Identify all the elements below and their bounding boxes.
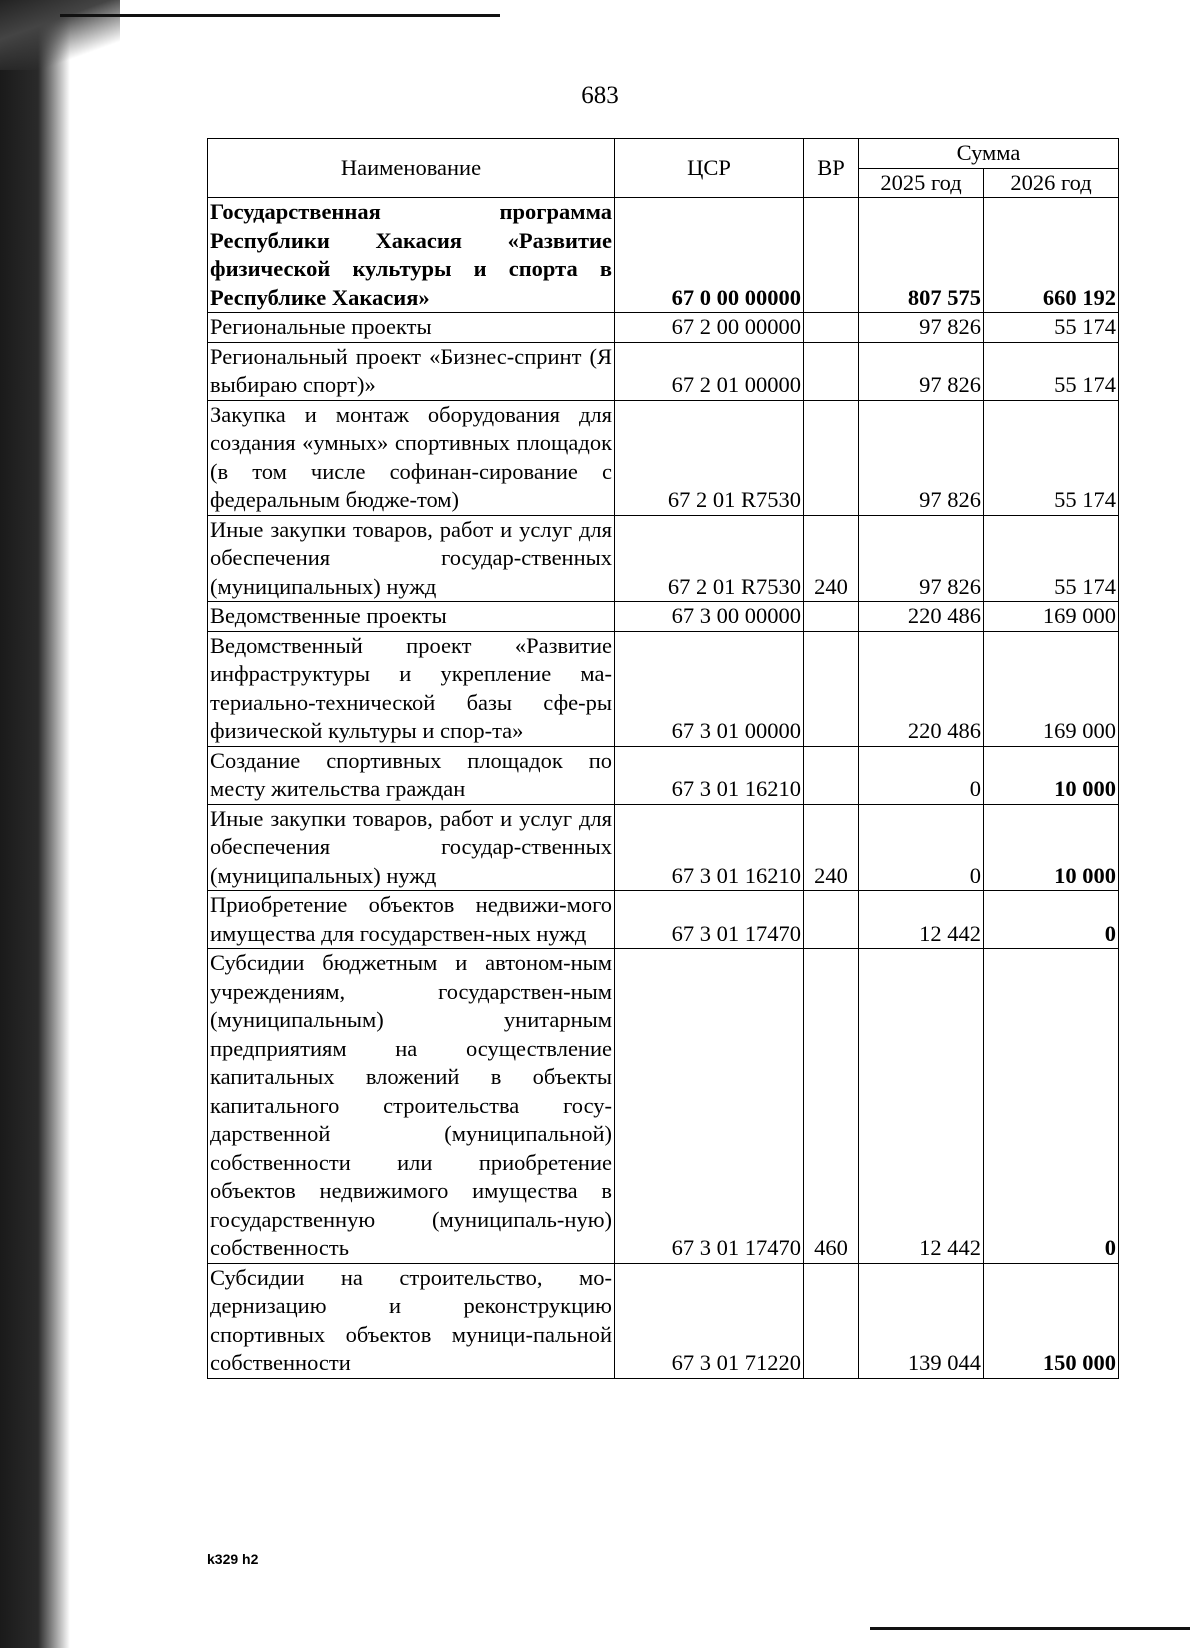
row-2025: 12 442 [859,949,984,1264]
table-row [208,631,1119,746]
row-name: Региональный проект «Бизнес-спринт (Я выбираю спорт)» [208,342,615,400]
row-vr [804,746,859,804]
row-2025: 97 826 [859,400,984,515]
row-2026: 55 174 [984,400,1119,515]
row-2026: 55 174 [984,515,1119,602]
row-name: Закупка и монтаж оборудования для создания «умных» спортивных площадок (в том числе софинан-сирование с федеральным бюдже-том) [208,400,615,515]
table-body [208,198,1119,1379]
row-name: Субсидии бюджетным и автоном-ным учреждениям, государствен-ным (муниципальным) унитарным предприятиям на осуществление капитальных вложений в объекты капитального строительства госу-дарственной (муниципальной) собственности или приобретение объектов недвижимого имущества в государственную (муниципаль-ную) собственность [208,949,615,1264]
row-csr: 67 3 01 16210 [615,804,804,891]
row-2026: 0 [984,949,1119,1264]
row-2025: 97 826 [859,342,984,400]
row-2026: 55 174 [984,342,1119,400]
row-name: Ведомственные проекты [208,602,615,632]
table-row [208,746,1119,804]
table-row [208,891,1119,949]
scan-top-line [60,14,500,17]
row-2025: 97 826 [859,515,984,602]
row-csr: 67 3 01 71220 [615,1263,804,1378]
row-csr: 67 3 01 17470 [615,891,804,949]
row-vr: 460 [804,949,859,1264]
table-row [208,342,1119,400]
budget-table [207,138,1119,1379]
row-csr: 67 2 01 00000 [615,342,804,400]
row-name: Иные закупки товаров, работ и услуг для обеспечения государ-ственных (муниципальных) нужд [208,515,615,602]
row-name: Региональные проекты [208,313,615,343]
scan-corner-shadow [0,0,120,70]
row-name: Создание спортивных площадок по месту жительства граждан [208,746,615,804]
row-2025: 220 486 [859,631,984,746]
row-vr [804,631,859,746]
row-csr: 67 2 00 00000 [615,313,804,343]
row-csr: 67 2 01 R7530 [615,515,804,602]
row-name: Ведомственный проект «Развитие инфраструктуры и укрепление ма-териально-технической базы сфе-ры физической культуры и спор-та» [208,631,615,746]
row-csr: 67 0 00 00000 [615,198,804,313]
row-name: Приобретение объектов недвижи-мого имущества для государствен-ных нужд [208,891,615,949]
row-2025: 139 044 [859,1263,984,1378]
row-vr [804,1263,859,1378]
header-year-2026: 2026 год [984,168,1119,198]
row-name: Государственная программа Республики Хакасия «Развитие физической культуры и спорта в Республике Хакасия» [208,198,615,313]
table-row [208,1263,1119,1378]
table-row [208,804,1119,891]
row-2026: 55 174 [984,313,1119,343]
table-row [208,198,1119,313]
row-vr [804,313,859,343]
row-2025: 0 [859,804,984,891]
row-2025: 97 826 [859,313,984,343]
table-row [208,949,1119,1264]
row-csr: 67 2 01 R7530 [615,400,804,515]
scan-bottom-line [870,1627,1190,1630]
header-csr: ЦСР [615,139,804,198]
row-2026: 150 000 [984,1263,1119,1378]
row-2025: 12 442 [859,891,984,949]
row-csr: 67 3 01 00000 [615,631,804,746]
row-vr [804,891,859,949]
row-2025: 0 [859,746,984,804]
row-vr: 240 [804,515,859,602]
table-row [208,400,1119,515]
row-2026: 169 000 [984,631,1119,746]
row-2026: 0 [984,891,1119,949]
row-2026: 660 192 [984,198,1119,313]
row-vr [804,198,859,313]
page-number: 683 [581,82,619,109]
row-2025: 807 575 [859,198,984,313]
table-row [208,313,1119,343]
row-csr: 67 3 00 00000 [615,602,804,632]
row-2025: 220 486 [859,602,984,632]
table-row [208,602,1119,632]
table-row [208,515,1119,602]
row-vr: 240 [804,804,859,891]
row-vr [804,342,859,400]
row-csr: 67 3 01 17470 [615,949,804,1264]
header-name: Наименование [208,139,615,198]
row-name: Субсидии на строительство, мо-дернизацию и реконструкцию спортивных объектов муници-пальной собственности [208,1263,615,1378]
document-code: k329 h2 [207,1551,259,1567]
header-sum: Сумма [859,139,1119,169]
row-vr [804,602,859,632]
row-name: Иные закупки товаров, работ и услуг для обеспечения государ-ственных (муниципальных) нужд [208,804,615,891]
row-2026: 10 000 [984,804,1119,891]
row-csr: 67 3 01 16210 [615,746,804,804]
header-vr: ВР [804,139,859,198]
row-2026: 10 000 [984,746,1119,804]
scan-edge-left [0,0,70,1648]
row-2026: 169 000 [984,602,1119,632]
row-vr [804,400,859,515]
header-year-2025: 2025 год [859,168,984,198]
